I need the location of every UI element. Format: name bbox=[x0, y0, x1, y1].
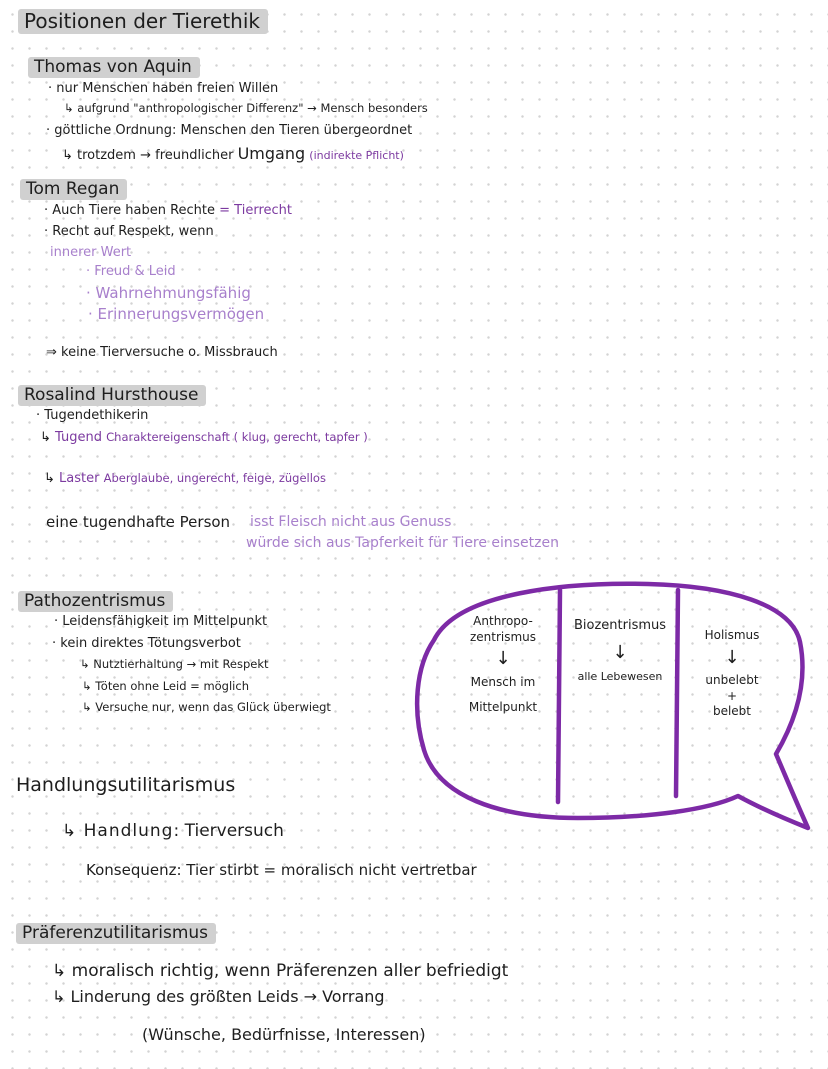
aquin-line-2: ↳ aufgrund "anthropologischer Differenz" → Mensch besonders bbox=[64, 101, 428, 115]
patho-line-4: ↳ Töten ohne Leid = möglich bbox=[82, 679, 249, 693]
regan-line-4: · Freud & Leid bbox=[86, 264, 176, 279]
speech-bubble-diagram bbox=[408, 570, 818, 840]
patho-line-3: ↳ Nutztierhaltung → mit Respekt bbox=[80, 657, 269, 671]
holismus-arrow-icon: ↓ bbox=[724, 646, 740, 668]
hursthouse-line-1: · Tugendethikerin bbox=[36, 408, 149, 423]
anthropo-body-2: Mittelpunkt bbox=[468, 700, 538, 715]
hursthouse-laster-def: Aberglaube, ungerecht, feige, zügellos bbox=[103, 471, 326, 485]
bio-title: Biozentrismus bbox=[573, 618, 667, 633]
aquin-line-4-b: Umgang bbox=[237, 144, 306, 163]
handlung-line-1-a: ↳ Handlung bbox=[62, 821, 174, 841]
holismus-body-1: unbelebt bbox=[705, 672, 759, 687]
page-title: Positionen der Tierethik bbox=[18, 10, 268, 33]
regan-line-1-b: = Tierrecht bbox=[219, 203, 292, 218]
hursthouse-tugend-def: Charaktereigenschaft ( klug, gerecht, tapfer ) bbox=[106, 430, 368, 444]
aquin-line-4 bbox=[62, 145, 404, 164]
hursthouse-line-4b: würde sich aus Tapferkeit für Tiere einsetzen bbox=[246, 535, 559, 551]
hursthouse-line-3 bbox=[44, 472, 326, 487]
anthropo-arrow-icon: ↓ bbox=[495, 648, 511, 670]
regan-line-2: · Recht auf Respekt, wenn bbox=[44, 224, 214, 239]
bubble-column-anthropozentrismus bbox=[448, 614, 558, 716]
section-heading-praeferenz: Präferenzutilitarismus bbox=[16, 924, 216, 944]
holismus-body-2: + bbox=[726, 688, 738, 703]
handlung-line-1-b: : Tierversuch bbox=[173, 821, 284, 841]
patho-line-2: · kein direktes Tötungsverbot bbox=[52, 636, 241, 651]
handlung-line-2: Konsequenz: Tier stirbt = moralisch nicht vertretbar bbox=[86, 861, 477, 879]
aquin-line-1: · nur Menschen haben freien Willen bbox=[48, 81, 279, 96]
patho-line-1: · Leidensfähigkeit im Mittelpunkt bbox=[54, 614, 268, 629]
regan-line-1-a: · Auch Tiere haben Rechte bbox=[44, 203, 216, 218]
bio-arrow-icon: ↓ bbox=[612, 641, 628, 663]
regan-line-3: innerer Wert bbox=[50, 245, 132, 260]
praeferenz-line-2: ↳ Linderung des größten Leids → Vorrang bbox=[52, 987, 385, 1006]
section-heading-hursthouse: Rosalind Hursthouse bbox=[18, 386, 206, 406]
holismus-body-3: belebt bbox=[712, 704, 752, 719]
section-heading-handlung: Handlungsutilitarismus bbox=[16, 774, 236, 796]
hursthouse-arrow-1: ↳ bbox=[40, 430, 51, 445]
hursthouse-arrow-2: ↳ bbox=[44, 471, 55, 486]
section-heading-patho: Pathozentrismus bbox=[18, 592, 173, 612]
aquin-line-4-a: ↳ trotzdem → freundlicher bbox=[62, 148, 234, 163]
regan-conclusion: ⇒ keine Tierversuche o. Missbrauch bbox=[46, 345, 278, 360]
section-heading-regan: Tom Regan bbox=[20, 180, 127, 200]
praeferenz-line-3: (Wünsche, Bedürfnisse, Interessen) bbox=[142, 1025, 426, 1044]
regan-line-5: · Wahrnehmungsfähig bbox=[86, 284, 251, 302]
handlung-line-1 bbox=[62, 822, 284, 842]
hursthouse-line-4: eine tugendhafte Person bbox=[46, 513, 231, 531]
aquin-line-3: · göttliche Ordnung: Menschen den Tieren übergeordnet bbox=[46, 123, 413, 138]
patho-line-5: ↳ Versuche nur, wenn das Glück überwiegt bbox=[82, 700, 331, 714]
bubble-column-biozentrismus bbox=[564, 618, 676, 685]
regan-line-6: · Erinnerungsvermögen bbox=[88, 305, 265, 323]
regan-line-1 bbox=[44, 204, 292, 219]
aquin-line-4-c: (indirekte Pflicht) bbox=[309, 149, 404, 162]
anthropo-body-1: Mensch im bbox=[470, 674, 536, 689]
praeferenz-line-1: ↳ moralisch richtig, wenn Präferenzen aller befriedigt bbox=[52, 961, 509, 981]
holismus-title: Holismus bbox=[704, 628, 760, 642]
hursthouse-laster: Laster bbox=[59, 471, 100, 486]
bubble-column-holismus bbox=[680, 628, 784, 720]
bio-body: alle Lebewesen bbox=[577, 670, 663, 684]
section-heading-aquin: Thomas von Aquin bbox=[28, 58, 200, 78]
anthropo-title-2: zentrismus bbox=[469, 629, 537, 644]
hursthouse-line-4a: isst Fleisch nicht aus Genuss bbox=[250, 514, 452, 530]
anthropo-title-1: Anthropo- bbox=[473, 614, 533, 628]
hursthouse-tugend: Tugend bbox=[55, 430, 102, 445]
hursthouse-line-2 bbox=[40, 431, 368, 446]
